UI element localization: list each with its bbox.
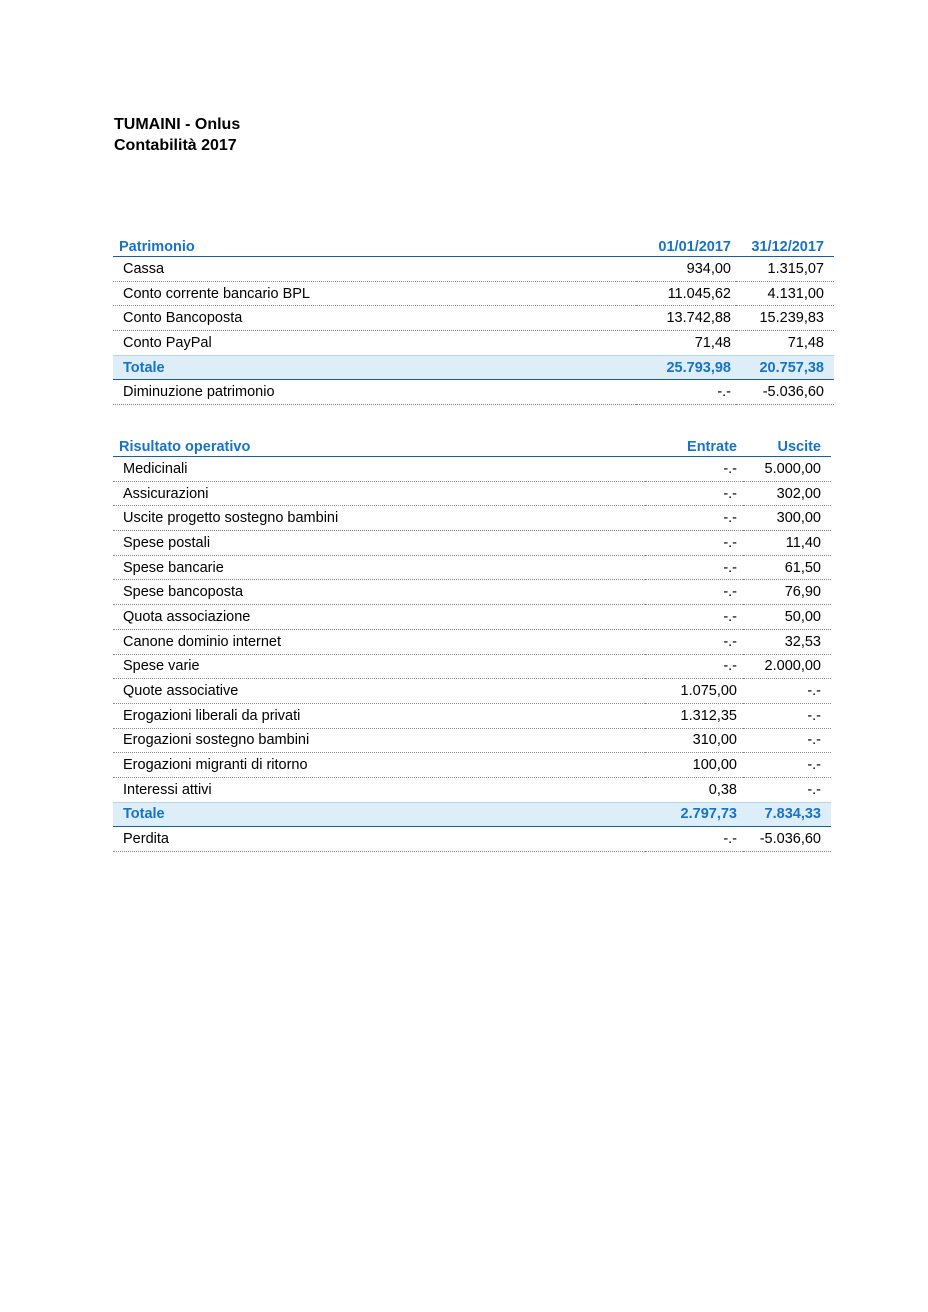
value-col-2: 50,00 (743, 605, 831, 630)
table-row (113, 281, 834, 306)
value-col-2: 71,48 (736, 331, 834, 356)
value-col-2: 4.131,00 (736, 281, 834, 306)
row-label: Erogazioni migranti di ritorno (113, 753, 645, 778)
row-label: Perdita (113, 827, 645, 852)
row-label: Cassa (113, 257, 636, 282)
value-col-2: 61,50 (743, 555, 831, 580)
value-col-1: -.- (645, 457, 743, 482)
value-col-2: -5.036,60 (743, 827, 831, 852)
value-col-1: -.- (645, 481, 743, 506)
table-row (113, 605, 831, 630)
table-row (113, 506, 831, 531)
table-row (113, 728, 831, 753)
value-col-1: 25.793,98 (636, 355, 736, 380)
value-col-2: Uscite (743, 434, 831, 457)
table-row (113, 679, 831, 704)
table-row (113, 457, 831, 482)
row-label: Erogazioni sostegno bambini (113, 728, 645, 753)
row-label: Erogazioni liberali da privati (113, 703, 645, 728)
value-col-2: 20.757,38 (736, 355, 834, 380)
value-col-2: 76,90 (743, 580, 831, 605)
patrimonio-table (113, 234, 834, 405)
value-col-2: -.- (743, 679, 831, 704)
table-row (113, 531, 831, 556)
value-col-2: 300,00 (743, 506, 831, 531)
row-label: Patrimonio (113, 234, 636, 257)
value-col-1: -.- (645, 580, 743, 605)
value-col-1: -.- (645, 654, 743, 679)
organization-name: TUMAINI - Onlus (114, 116, 241, 133)
value-col-1: Entrate (645, 434, 743, 457)
row-label: Spese postali (113, 531, 645, 556)
value-col-1: -.- (645, 506, 743, 531)
row-label: Uscite progetto sostegno bambini (113, 506, 645, 531)
total-row (113, 802, 831, 827)
table-header-row (113, 434, 831, 457)
value-col-2: 302,00 (743, 481, 831, 506)
row-label: Quota associazione (113, 605, 645, 630)
value-col-1: -.- (636, 380, 736, 405)
row-label: Risultato operativo (113, 434, 645, 457)
value-col-1: -.- (645, 827, 743, 852)
row-label: Conto corrente bancario BPL (113, 281, 636, 306)
risultato-operativo-table (113, 434, 831, 852)
value-col-2: 2.000,00 (743, 654, 831, 679)
row-label: Conto Bancoposta (113, 306, 636, 331)
value-col-2: 11,40 (743, 531, 831, 556)
value-col-2: 1.315,07 (736, 257, 834, 282)
row-label: Conto PayPal (113, 331, 636, 356)
row-label: Spese varie (113, 654, 645, 679)
summary-row (113, 827, 831, 852)
row-label: Assicurazioni (113, 481, 645, 506)
row-label: Spese bancoposta (113, 580, 645, 605)
value-col-1: 1.075,00 (645, 679, 743, 704)
value-col-2: 7.834,33 (743, 802, 831, 827)
total-row (113, 355, 834, 380)
table-row (113, 555, 831, 580)
table-row (113, 580, 831, 605)
value-col-2: 5.000,00 (743, 457, 831, 482)
value-col-1: 1.312,35 (645, 703, 743, 728)
row-label: Medicinali (113, 457, 645, 482)
row-label: Diminuzione patrimonio (113, 380, 636, 405)
value-col-1: 934,00 (636, 257, 736, 282)
table-row (113, 481, 831, 506)
document-subtitle: Contabilità 2017 (114, 137, 237, 154)
value-col-1: -.- (645, 531, 743, 556)
value-col-1: 0,38 (645, 777, 743, 802)
row-label: Totale (113, 802, 645, 827)
table-row (113, 257, 834, 282)
value-col-2: -5.036,60 (736, 380, 834, 405)
table-row (113, 629, 831, 654)
table-row (113, 703, 831, 728)
value-col-1: 01/01/2017 (636, 234, 736, 257)
value-col-2: -.- (743, 703, 831, 728)
value-col-1: 11.045,62 (636, 281, 736, 306)
summary-row (113, 380, 834, 405)
row-label: Spese bancarie (113, 555, 645, 580)
value-col-2: 32,53 (743, 629, 831, 654)
document-title (114, 114, 240, 156)
value-col-1: 13.742,88 (636, 306, 736, 331)
value-col-1: 2.797,73 (645, 802, 743, 827)
value-col-2: -.- (743, 753, 831, 778)
value-col-1: 310,00 (645, 728, 743, 753)
row-label: Interessi attivi (113, 777, 645, 802)
table-row (113, 654, 831, 679)
row-label: Totale (113, 355, 636, 380)
value-col-2: -.- (743, 728, 831, 753)
value-col-1: -.- (645, 605, 743, 630)
table-row (113, 753, 831, 778)
row-label: Quote associative (113, 679, 645, 704)
table-row (113, 331, 834, 356)
table-header-row (113, 234, 834, 257)
value-col-1: 71,48 (636, 331, 736, 356)
table-row (113, 306, 834, 331)
table-row (113, 777, 831, 802)
value-col-1: 100,00 (645, 753, 743, 778)
value-col-2: 31/12/2017 (736, 234, 834, 257)
value-col-2: 15.239,83 (736, 306, 834, 331)
value-col-1: -.- (645, 629, 743, 654)
value-col-2: -.- (743, 777, 831, 802)
value-col-1: -.- (645, 555, 743, 580)
row-label: Canone dominio internet (113, 629, 645, 654)
